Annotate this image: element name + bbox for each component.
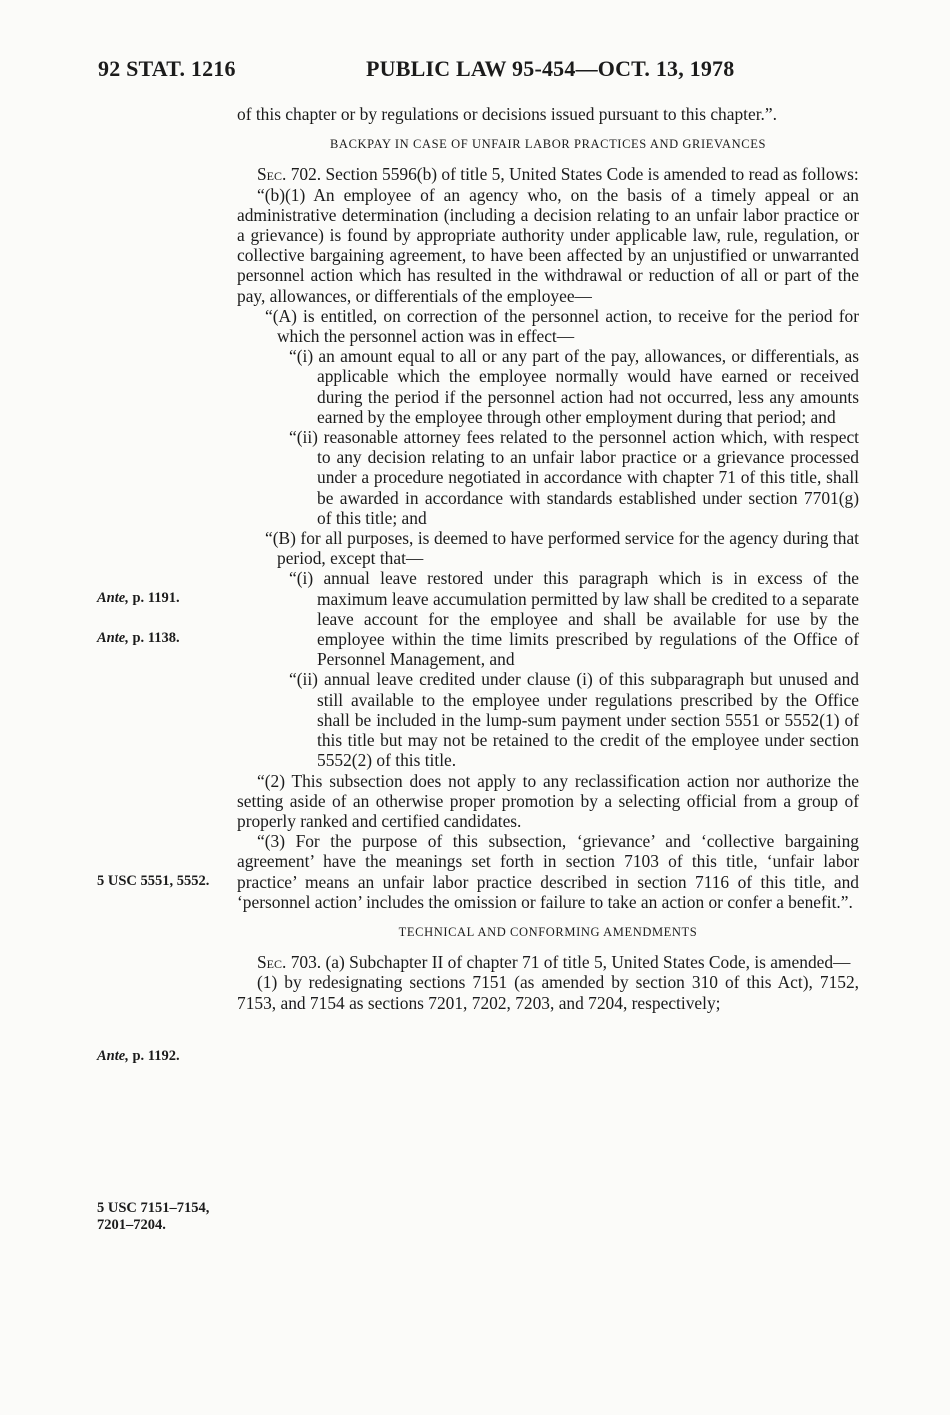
margin-note-5usc-7151: 5 USC 7151–7154, 7201–7204.	[97, 1200, 210, 1233]
ante-label: Ante,	[97, 1048, 129, 1064]
ante-page: p. 1191.	[132, 590, 180, 606]
clause-703-a-1: (1) by redesignating sections 7151 (as amended by section 310 of this Act), 7152, 7153, and 7154 as sections 7201, 7202, 7203, and 7204, respectively;	[237, 972, 859, 1013]
paragraph-3: “(3) For the purpose of this subsection, ‘grievance’ and ‘collective bargaining agreement’ have the meanings set forth in section 7103 of this title, ‘unfair labor practice’ means an unfair labor practice described in section 7116 of this title, and ‘personnel action’ includes the omission or failure to take an action or confer a benefit.”.	[237, 831, 859, 912]
margin-note-ante-1138	[97, 630, 227, 647]
clause-a-ii: “(ii) reasonable attorney fees related to the personnel action which, with respect to any decision relating to an unfair labor practice or a grievance processed under a procedure negotiated in accordance with chapter 71 of this title, shall be awarded in accordance with standards established under section 7701(g) of this title; and	[289, 427, 859, 528]
ante-page: p. 1138.	[132, 630, 180, 646]
section-heading-technical: TECHNICAL AND CONFORMING AMENDMENTS	[398, 924, 698, 939]
statute-citation: 92 STAT. 1216	[98, 56, 236, 81]
ante-label: Ante,	[97, 590, 129, 606]
section-heading-backpay: BACKPAY IN CASE OF UNFAIR LABOR PRACTICES AND GRIEVANCES	[330, 137, 766, 152]
sec-702-text: 702. Section 5596(b) of title 5, United States Code is amended to read as follows:	[290, 164, 859, 185]
sec-703-text: 703. (a) Subchapter II of chapter 71 of title 5, United States Code, is amended—	[290, 952, 851, 973]
clause-b-i: “(i) annual leave restored under this paragraph which is in excess of the maximum leave accumulation permitted by law shall be credited to a separate leave account for the employee and shall be available for use by the employee within the time limits prescribed by regulations of the Office of Personnel Management, and	[289, 568, 859, 670]
section-702	[237, 164, 859, 184]
clause-b-ii: “(ii) annual leave credited under clause (i) of this subparagraph but unused and still available to the employee under regulations prescribed by the Office shall be included in the lump-sum payment under section 5551 or 5552(1) of this title but may not be retained to the credit of the employee under section 5552(2) of this title.	[289, 669, 859, 771]
body-text	[237, 104, 859, 1013]
subparagraph-a: “(A) is entitled, on correction of the personnel action, to receive for the period for which the personnel action was in effect—	[265, 305, 859, 347]
paragraph-2: “(2) This subsection does not apply to any reclassification action nor authorize the setting aside of an otherwise proper promotion by a selecting official from a group of properly ranked and certified candidates.	[237, 770, 859, 831]
ante-label: Ante,	[97, 630, 129, 646]
public-law-title: PUBLIC LAW 95-454—OCT. 13, 1978	[366, 56, 735, 81]
margin-note-ante-1192	[97, 1048, 227, 1065]
subsection-b1: “(b)(1) An employee of an agency who, on the basis of a timely appeal or an administrative determination (including a decision relating to an unfair labor practice or a grievance) is found by appropriate authority under applicable law, rule, regulation, or collective bargaining agreement, to have been affected by an unjustified or unwarranted personnel action which has resulted in the withdrawal or reduction of all or part of the pay, allowances, or differentials of the employee—	[237, 184, 859, 306]
sec-label: Sec.	[257, 952, 287, 973]
clause-a-i: “(i) an amount equal to all or any part of the pay, allowances, or differentials, as applicable which the employee normally would have earned or received during the period if the personnel action had not occurred, less any amounts earned by the employee through other employment during that period; and	[289, 346, 859, 427]
margin-note-5usc-5551: 5 USC 5551, 5552.	[97, 873, 210, 889]
continuation-paragraph: of this chapter or by regulations or decisions issued pursuant to this chapter.”.	[237, 104, 777, 124]
ante-page: p. 1192.	[132, 1048, 180, 1064]
sec-label: Sec.	[257, 164, 287, 185]
subparagraph-b: “(B) for all purposes, is deemed to have performed service for the agency during that period, except that—	[265, 528, 859, 569]
page-header	[96, 56, 854, 88]
margin-note-ante-1191	[97, 590, 227, 607]
section-703	[237, 952, 859, 972]
